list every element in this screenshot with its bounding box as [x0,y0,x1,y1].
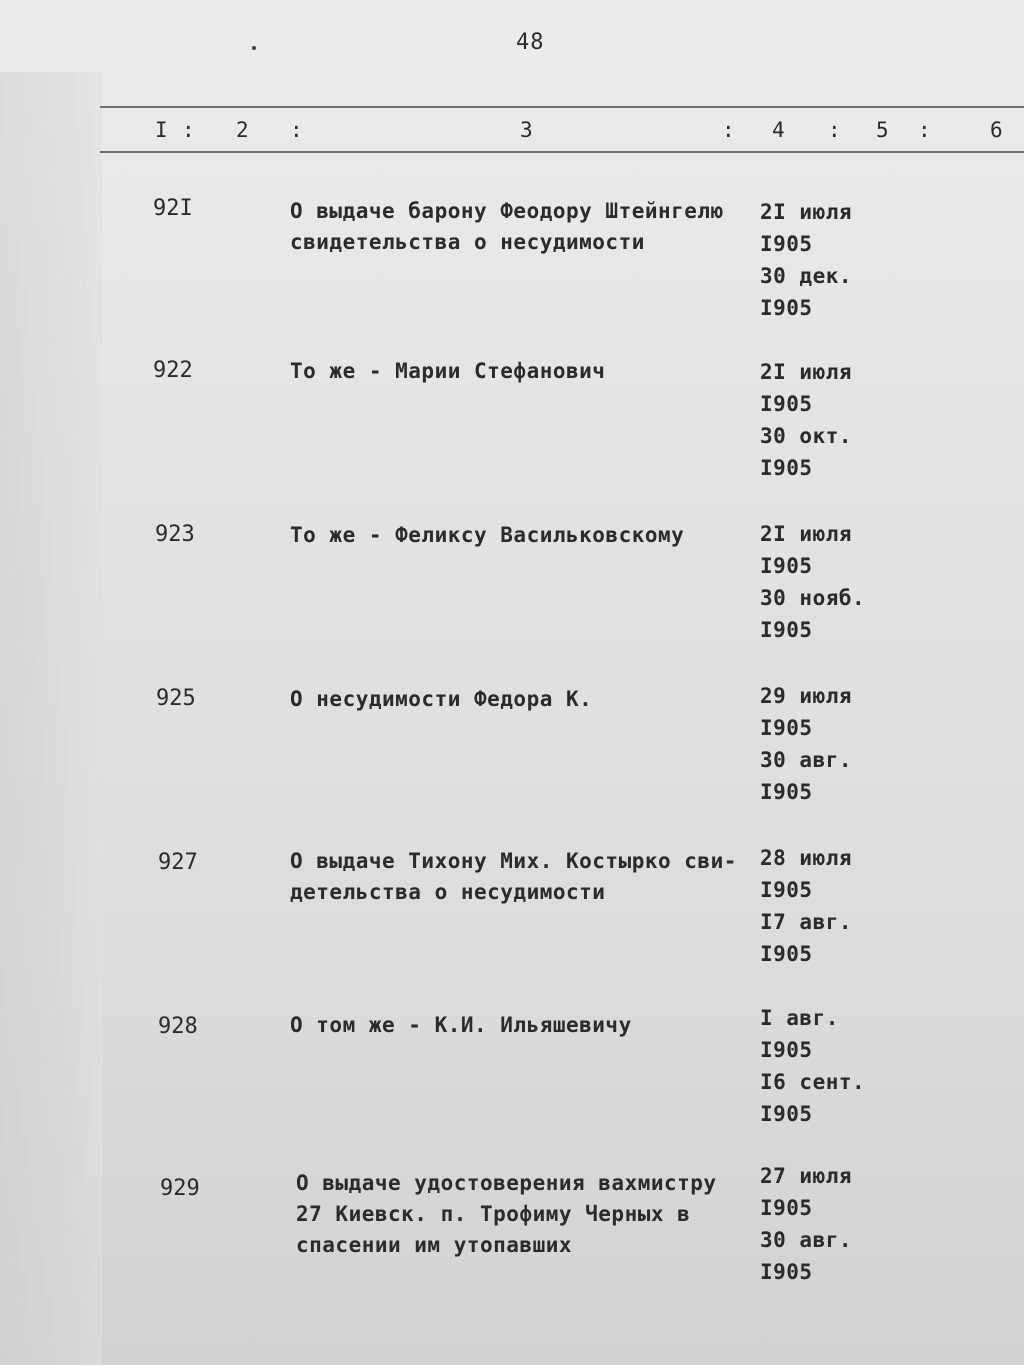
column-separator: : [182,118,195,142]
end-year: I905 [760,942,813,966]
entry-description: О выдаче удостоверения вахмистру 27 Киевск. п. Трофиму Черных в спасении им утопавших [296,1171,717,1257]
start-year: I905 [760,878,813,902]
header-top-rule [100,106,1024,108]
end-year: I905 [760,1260,813,1284]
entry-number: 927 [158,850,198,875]
end-year: I905 [760,296,813,320]
start-date: 29 июля [760,684,853,708]
entry-dates [760,1160,880,1288]
start-date: 27 июля [760,1164,853,1188]
entry-description: О несудимости Федора К. [290,687,593,711]
column-header-5: 5 [876,118,889,142]
column-header-3: 3 [520,118,533,142]
start-year: I905 [760,232,813,256]
entry-number: 923 [155,522,195,547]
column-separator: : [290,118,303,142]
column-separator: : [828,118,841,142]
entry-number: 925 [156,686,196,711]
end-year: I905 [760,456,813,480]
end-year: I905 [760,1102,813,1126]
start-date: I авг. [760,1006,839,1030]
start-year: I905 [760,554,813,578]
entry-description: То же - Марии Стефанович [290,359,606,383]
start-date: 28 июля [760,846,853,870]
ink-dot [252,46,256,50]
underlying-page-edge [0,72,102,1365]
page-number: 48 [516,30,545,55]
entry-number: 92I [153,196,193,221]
entry-dates [760,518,880,646]
start-year: I905 [760,716,813,740]
end-date: 30 окт. [760,424,853,448]
entry-dates [760,1002,880,1130]
entry-description: О том же - К.И. Ильяшевичу [290,1013,632,1037]
start-year: I905 [760,1038,813,1062]
entry-description: То же - Феликсу Васильковскому [290,523,685,547]
end-date: 30 авг. [760,748,853,772]
entry-number: 928 [158,1014,198,1039]
start-year: I905 [760,1196,813,1220]
column-header-2: 2 [236,118,249,142]
end-date: I7 авг. [760,910,853,934]
end-date: I6 сент. [760,1070,866,1094]
entry-number: 929 [160,1176,200,1201]
column-header-1: I [155,118,168,142]
entry-description: О выдаче барону Феодору Штейнгелю свидетельства о несудимости [290,199,724,254]
end-date: 30 нояб. [760,586,866,610]
end-date: 30 дек. [760,264,853,288]
start-date: 2I июля [760,522,853,546]
end-year: I905 [760,780,813,804]
end-year: I905 [760,618,813,642]
entry-dates [760,356,880,484]
entry-dates [760,680,880,808]
entry-number: 922 [153,358,193,383]
entry-description: О выдаче Тихону Мих. Костырко сви- детельства о несудимости [290,849,737,904]
start-year: I905 [760,392,813,416]
end-date: 30 авг. [760,1228,853,1252]
column-header-6: 6 [990,118,1003,142]
header-bottom-rule [100,151,1024,153]
start-date: 2I июля [760,200,853,224]
column-separator: : [918,118,931,142]
entry-dates [760,196,880,324]
entry-dates [760,842,880,970]
column-header-4: 4 [772,118,785,142]
start-date: 2I июля [760,360,853,384]
column-separator: : [722,118,735,142]
